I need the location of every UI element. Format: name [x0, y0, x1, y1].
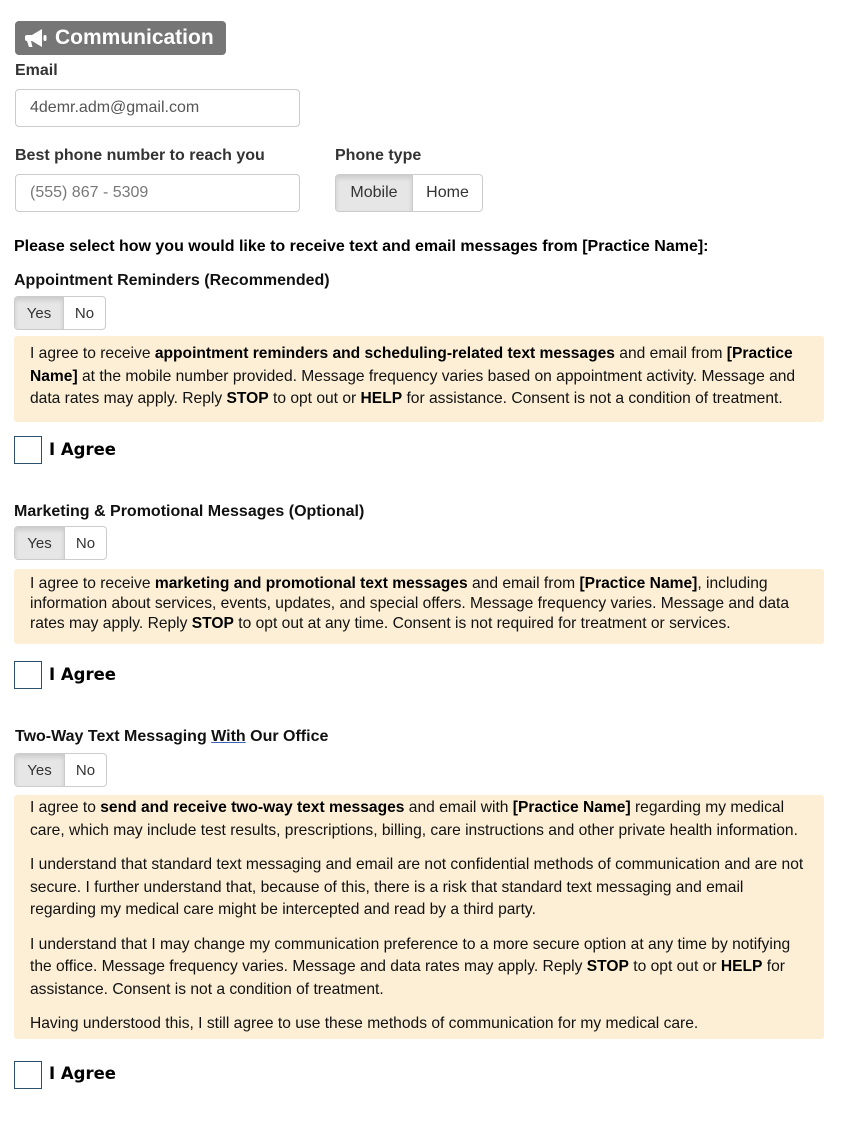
phone-type-toggle	[335, 174, 483, 212]
email-input[interactable]: 4demr.adm@gmail.com	[15, 89, 300, 127]
phone-type-mobile-button[interactable]: Mobile	[336, 175, 412, 211]
twoway-agree-checkbox[interactable]	[14, 1061, 42, 1089]
twoway-no-button[interactable]: No	[64, 754, 106, 786]
twoway-paragraph-2: I understand that standard text messaging and email are not confidential methods of communication and are not secure. I further understand that, because of this, there is a risk that standard text messaging and email regarding my medical care might be intercepted and read by a third party.	[30, 856, 804, 918]
twoway-title: Two-Way Text Messaging With Our Office	[15, 728, 329, 745]
appointment-agree-label: I Agree	[49, 440, 116, 459]
consent-prompt: Please select how you would like to receive text and email messages from [Practice Name]:	[14, 238, 709, 255]
marketing-agree-checkbox[interactable]	[14, 661, 42, 689]
twoway-paragraph-4: Having understood this, I still agree to use these methods of communication for my medical care.	[30, 1015, 699, 1032]
twoway-toggle	[14, 753, 107, 787]
marketing-no-button[interactable]: No	[64, 527, 106, 559]
marketing-consent-text: I agree to receive marketing and promotional text messages and email from [Practice Name], including information about services, events, updates, and special offers. Message frequency varies. Message and data rates may apply. Reply STOP to opt out at any time. Consent is not required for treatment or services.	[14, 569, 824, 644]
twoway-consent-text	[14, 795, 824, 1039]
section-header-badge	[15, 21, 226, 55]
section-title: Communication	[55, 26, 214, 49]
appointment-agree-checkbox[interactable]	[14, 436, 42, 464]
appointment-yes-button[interactable]: Yes	[15, 297, 63, 329]
appointment-no-button[interactable]: No	[63, 297, 105, 329]
twoway-yes-button[interactable]: Yes	[15, 754, 64, 786]
marketing-title: Marketing & Promotional Messages (Optional)	[14, 503, 365, 520]
marketing-yes-button[interactable]: Yes	[15, 527, 64, 559]
appointment-toggle	[14, 296, 106, 330]
phone-type-home-button[interactable]: Home	[412, 175, 482, 211]
twoway-paragraph-3: I understand that I may change my communication preference to a more secure option at any time by notifying the office. Message frequency varies. Message and data rates may apply. Reply STOP to opt out or HELP for assistance. Consent is not a condition of treatment.	[30, 935, 791, 998]
marketing-toggle	[14, 526, 107, 560]
email-label: Email	[15, 62, 58, 79]
phone-label: Best phone number to reach you	[15, 147, 265, 164]
phone-input[interactable]: (555) 867 - 5309	[15, 174, 300, 212]
twoway-agree-label: I Agree	[49, 1064, 116, 1083]
appointment-consent-text: I agree to receive appointment reminders and scheduling-related text messages and email from [Practice Name] at the mobile number provided. Message frequency varies based on appointment activity. Message and data rates may apply. Reply STOP to opt out or HELP for assistance. Consent is not a condition of treatment.	[14, 336, 824, 422]
appointment-title: Appointment Reminders (Recommended)	[14, 272, 330, 289]
phone-type-label: Phone type	[335, 147, 422, 164]
twoway-paragraph-1: I agree to send and receive two-way text messages and email with [Practice Name] regarding my medical care, which may include test results, prescriptions, billing, care instructions and other private health information.	[30, 799, 798, 839]
megaphone-icon	[25, 28, 49, 48]
marketing-agree-label: I Agree	[49, 665, 116, 684]
